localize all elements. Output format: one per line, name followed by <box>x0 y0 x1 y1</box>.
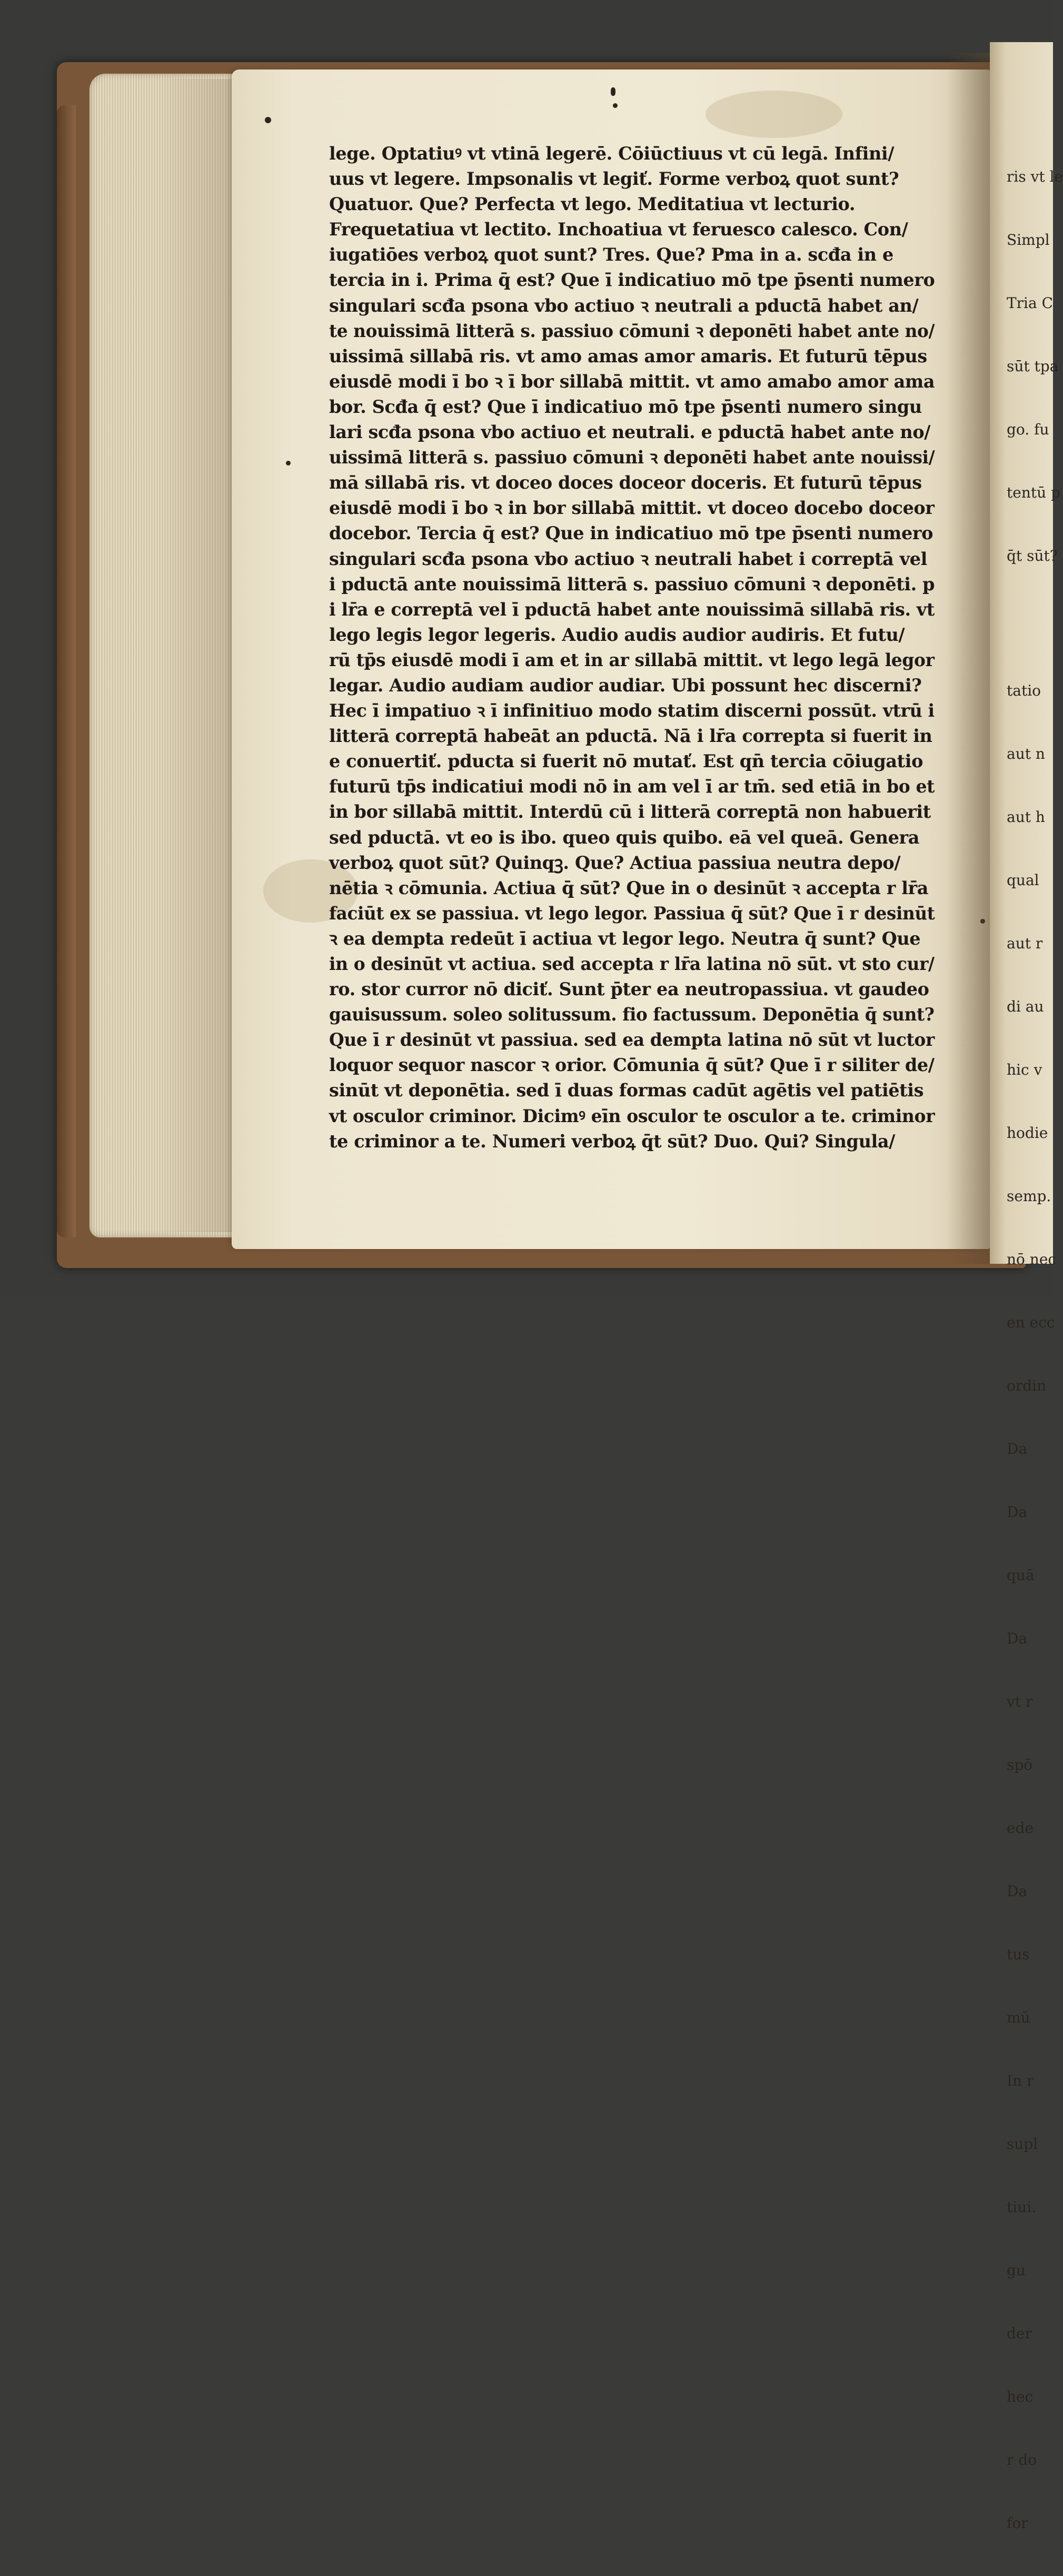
printed-text-block <box>329 141 935 1154</box>
text-line: eiusdē modi ī bo ꝛ ī bor sillabā mittit. vt amo amabo amor ama <box>329 371 935 392</box>
recto-line: supl <box>1007 2135 1038 2153</box>
text-line: in o desinūt vt actiua. sed accepta r lr̄a latina nō sūt. vt sto cur/ <box>329 954 935 974</box>
text-line: bor. Scđa q̄ est? Que ī indicatiuo mō tpe p̄senti numero singu <box>329 396 922 417</box>
text-line: uissimā litterā s. passiuo cōmuni ꝛ deponēti habet ante nouissi/ <box>329 447 935 468</box>
recto-line: hic v <box>1007 1061 1042 1078</box>
text-line: Frequetatiua vt lectito. Inchoatiua vt feruesco calesco. Con/ <box>329 219 908 240</box>
text-line: uus vt legere. Impsonalis vt legiť. Forme verboꝝ quot sunt? <box>329 169 899 190</box>
text-line: te criminor a te. Numeri verboꝝ q̄t sūt? Duo. Qui? Singula/ <box>329 1131 896 1152</box>
recto-line: tentū p <box>1007 484 1060 501</box>
text-line: sed pductā. vt eo is ibo. queo quis quibo. eā vel queā. Genera <box>329 827 920 848</box>
recto-line: aut h <box>1007 808 1045 826</box>
page-edge-shadow <box>158 79 232 1232</box>
recto-line: semp. <box>1007 1187 1051 1205</box>
text-line: i lr̄a e correptā vel ī pductā habet ante nouissimā sillabā ris. vt <box>329 599 935 620</box>
recto-line: en ecc <box>1007 1314 1055 1331</box>
text-line: in bor sillabā mittit. Interdū cū i litterā correptā non habuerit <box>329 801 931 823</box>
text-line: singulari scđa psona vbo actiuo ꝛ neutrali habet i correptā vel <box>329 548 927 569</box>
text-line: futurū tp̄s indicatiui modi nō in am vel ī ar tm̄. sed etiā in bo et <box>329 776 935 797</box>
recto-line: spō <box>1007 1756 1033 1774</box>
text-line: lego legis legor legeris. Audio audis audior audiris. Et futu/ <box>329 624 905 645</box>
text-line: Quatuor. Que? Perfecta vt lego. Meditatiua vt lecturio. <box>329 194 856 215</box>
recto-line: der <box>1007 2325 1032 2342</box>
recto-line: di au <box>1007 998 1044 1015</box>
text-line: vt osculor criminor. Dicimꝰ eīn osculor te osculor a te. criminor <box>329 1105 935 1126</box>
recto-line: tatio <box>1007 682 1041 699</box>
text-line: litterā correptā habeāt an pductā. Nā i lr̄a correpta si fuerit in <box>329 726 932 747</box>
recto-line: q̄t sūt? <box>1007 547 1058 564</box>
recto-line: for <box>1007 2514 1028 2532</box>
text-line: sinūt vt deponētia. sed ī duas formas cadūt agētis vel patiētis <box>329 1080 924 1101</box>
recto-line: Da <box>1007 1630 1028 1647</box>
text-line: lari scđa psona vbo actiuo et neutrali. e pductā habet ante no/ <box>329 422 931 443</box>
text-line: ro. stor curror nō diciť. Sunt p̄ter ea neutropassiua. vt gaudeo <box>329 979 929 1000</box>
text-line: eiusdē modi ī bo ꝛ in bor sillabā mittit. vt doceo docebo doceor <box>329 498 935 519</box>
recto-line: Simpl <box>1007 231 1050 249</box>
text-line: singulari scđa psona vbo actiuo ꝛ neutrali a pductā habet an/ <box>329 295 919 316</box>
recto-line: Da <box>1007 1440 1028 1458</box>
text-line: ꝛ ea dempta redeūt ī actiua vt legor lego. Neutra q̄ sunt? Que <box>329 928 921 949</box>
recto-line: hodie <box>1007 1124 1048 1142</box>
text-line: gauisussum. soleo solitussum. fio factussum. Deponētia q̄ sunt? <box>329 1004 935 1025</box>
text-line: Hec ī impatiuo ꝛ ī infinitiuo modo statim discerni possūt. vtrū i <box>329 700 935 721</box>
text-line: faciūt ex se passiua. vt lego legor. Passiua q̄ sūt? Que ī r desinūt <box>329 903 935 924</box>
paper-stain <box>706 91 842 138</box>
recto-line: Da <box>1007 1503 1028 1521</box>
text-line: iugatiōes verboꝝ quot sunt? Tres. Que? Pma in a. scđa in e <box>329 244 893 265</box>
text-line: e conuertiť. pducta si fuerit nō mutať. Est qn̄ tercia cōiugatio <box>329 751 923 772</box>
recto-line: go. fu <box>1007 421 1049 438</box>
text-line: loquor sequor nascor ꝛ orior. Cōmunia q̄ sūt? Que ī r siliter de/ <box>329 1055 935 1076</box>
text-line: legar. Audio audiam audior audiar. Ubi possunt hec discerni? <box>329 675 922 696</box>
text-line: te nouissimā litterā s. passiuo cōmuni ꝛ deponēti habet ante no/ <box>329 320 935 341</box>
recto-line: aut n <box>1007 745 1045 762</box>
ink-dot <box>613 103 618 108</box>
text-line: lege. Optatiuꝰ vt vtinā legerē. Cōiūctiuus vt cū legā. Infini/ <box>329 143 895 164</box>
ink-dot <box>265 117 271 123</box>
text-line: nētia ꝛ cōmunia. Actiua q̄ sūt? Que in o desinūt ꝛ accepta r lr̄a <box>329 877 929 898</box>
recto-line: Da <box>1007 1883 1028 1900</box>
recto-line: nō nec <box>1007 1251 1057 1268</box>
recto-line: Tria C <box>1007 294 1054 312</box>
recto-line: In r <box>1007 2072 1034 2089</box>
recto-line: vt r <box>1007 1693 1033 1710</box>
text-line: rū tp̄s eiusdē modi ī am et in ar sillabā mittit. vt lego legā legor <box>329 649 935 670</box>
recto-line: tiui. <box>1007 2198 1037 2216</box>
text-line: verboꝝ quot sūt? Quinqꝫ. Que? Actiua passiua neutra depo/ <box>329 852 901 873</box>
recto-line: mū <box>1007 2009 1030 2026</box>
ink-dot <box>611 87 615 96</box>
recto-line: ris vt le <box>1007 168 1063 185</box>
recto-line: quā <box>1007 1567 1035 1584</box>
recto-text-fragment <box>1007 124 1063 2576</box>
recto-line: r do <box>1007 2451 1037 2469</box>
text-line: docebor. Tercia q̄ est? Que in indicatiuo mō tpe p̄senti numero <box>329 523 933 544</box>
text-line: mā sillabā ris. vt doceo doces doceor doceris. Et futurū tēpus <box>329 472 922 493</box>
recto-line: aut r <box>1007 935 1043 952</box>
recto-line: hec <box>1007 2388 1034 2405</box>
recto-line: sūt tpa <box>1007 358 1059 375</box>
text-line: i pductā ante nouissimā litterā s. passiuo cōmuni ꝛ deponēti. p <box>329 573 935 595</box>
text-line: tercia in i. Prima q̄ est? Que ī indicatiuo mō tpe p̄senti numero <box>329 270 935 291</box>
recto-line: gu <box>1007 2262 1026 2279</box>
recto-line: qual <box>1007 871 1039 889</box>
ink-dot <box>286 461 291 465</box>
book-spine-edge <box>57 105 76 1237</box>
recto-line: tus <box>1007 1946 1030 1963</box>
recto-line: ede <box>1007 1819 1034 1837</box>
text-line: uissimā sillabā ris. vt amo amas amor amaris. Et futurū tēpus <box>329 345 927 366</box>
text-line: Que ī r desinūt vt passiua. sed ea dempta latina nō sūt vt luctor <box>329 1029 935 1051</box>
recto-line: ordin <box>1007 1377 1047 1394</box>
